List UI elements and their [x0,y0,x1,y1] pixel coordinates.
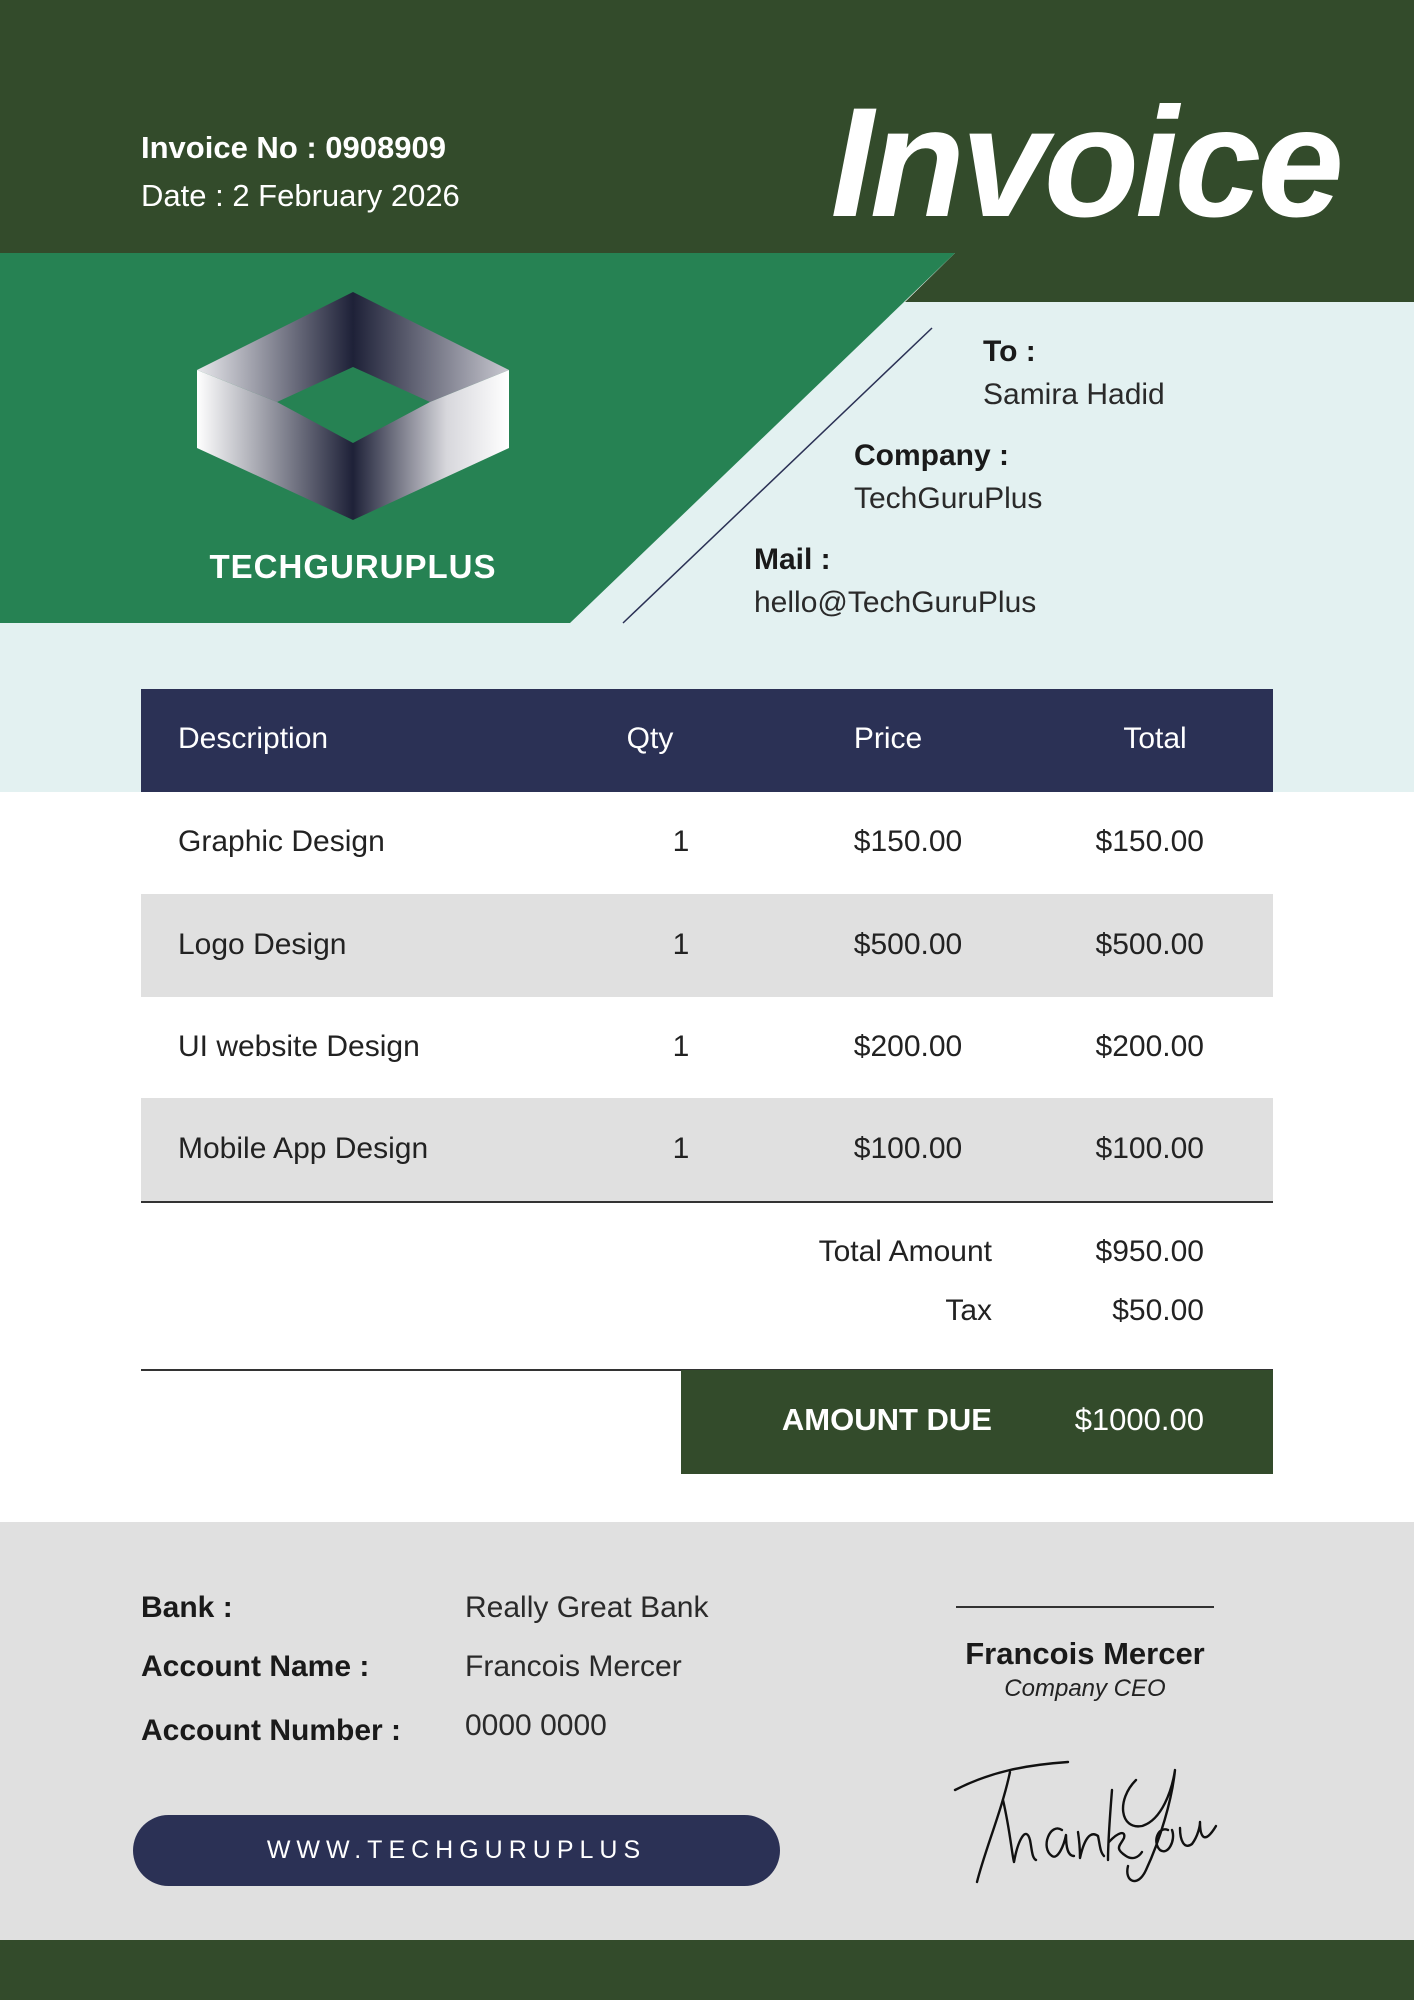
row-qty: 1 [672,825,690,858]
mail-value: hello@TechGuruPlus [754,586,1037,619]
row-description: Mobile App Design [178,1132,429,1165]
column-header-price: Price [853,722,923,755]
row-price: $500.00 [853,928,963,961]
row-description: Logo Design [178,928,347,961]
row-description: UI website Design [178,1030,420,1063]
company-label: Company : [854,439,1010,472]
tax-label: Tax [945,1294,992,1327]
bank-label: Bank : [141,1591,233,1624]
row-total: $200.00 [1095,1030,1204,1063]
to-value: Samira Hadid [983,378,1165,411]
signatory-name: Francois Mercer [965,1636,1205,1671]
amount-due-label: AMOUNT DUE [781,1402,992,1437]
invoice-number: Invoice No : 0908909 [141,130,446,165]
row-qty: 1 [672,928,690,961]
invoice-date: Date : 2 February 2026 [141,178,460,213]
tax-value: $50.00 [1112,1294,1204,1327]
bank-value: Really Great Bank [465,1591,709,1624]
footer-bottom-bar [0,1940,1414,2000]
row-qty: 1 [672,1132,690,1165]
row-total: $500.00 [1095,928,1204,961]
total-amount-value: $950.00 [1095,1235,1204,1268]
signatory-title: Company CEO [1004,1675,1166,1702]
account-name-value: Francois Mercer [465,1650,682,1683]
row-total: $150.00 [1095,825,1204,858]
account-number-label: Account Number : [141,1714,402,1747]
row-qty: 1 [672,1030,690,1063]
to-label: To : [983,335,1036,368]
row-price: $150.00 [853,825,963,858]
column-header-total: Total [1123,722,1187,755]
page-title: Invoice [830,76,1340,250]
row-price: $100.00 [853,1132,963,1165]
account-number-value: 0000 0000 [465,1709,607,1742]
website-button[interactable]: WWW.TECHGURUPLUS [133,1815,780,1886]
account-name-label: Account Name : [141,1650,370,1683]
row-total: $100.00 [1095,1132,1204,1165]
row-price: $200.00 [853,1030,963,1063]
column-header-qty: Qty [626,722,674,755]
amount-due-value: $1000.00 [1074,1402,1204,1437]
company-value: TechGuruPlus [854,482,1043,515]
total-amount-label: Total Amount [818,1235,992,1268]
row-description: Graphic Design [178,825,385,858]
brand-name: TECHGURUPLUS [209,548,497,585]
column-header-description: Description [178,722,329,755]
mail-label: Mail : [754,543,831,576]
